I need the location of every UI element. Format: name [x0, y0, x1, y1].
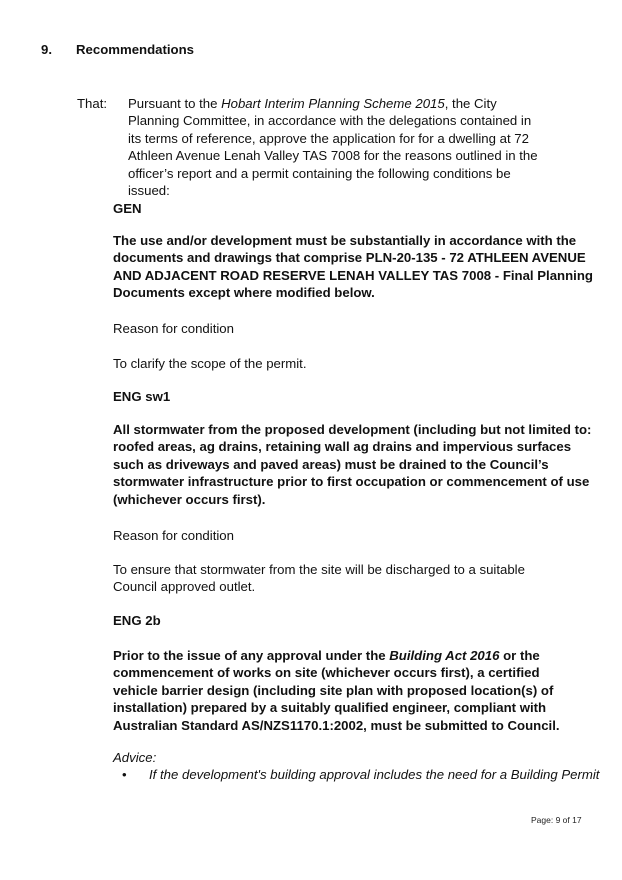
- advice-label: Advice:: [113, 750, 157, 765]
- page-number: Page: 9 of 17: [531, 815, 582, 825]
- reason-label-gen: Reason for condition: [113, 321, 234, 336]
- bullet-icon: •: [122, 767, 127, 782]
- section-title: Recommendations: [76, 42, 194, 57]
- intro-paragraph: [128, 95, 538, 199]
- advice-bullet: If the development's building approval includes the need for a Building Permit: [149, 767, 600, 782]
- condition-text-gen: The use and/or development must be substantially in accordance with the documents and drawings that comprise PLN-20-135 - 72 ATHLEEN AVENUE AND ADJACENT ROAD RESERVE LENAH VALLEY TAS 7008 - Final Planning Documents except where modified below.: [113, 233, 593, 301]
- section-number: 9.: [41, 42, 52, 57]
- planning-scheme-title: Hobart Interim Planning Scheme 2015: [221, 96, 445, 111]
- intro-text-start: Pursuant to the: [128, 96, 222, 111]
- condition-code-eng-2b: ENG 2b: [113, 613, 161, 628]
- that-label: That:: [77, 96, 108, 111]
- intro-text-end: , the City Planning Committee, in accordance with the delegations contained in its terms of reference, approve the application for for a dwelling at 72 Athleen Avenue Lenah Valley TAS 7008 for the reasons outlined in the officer’s report and a permit containing the following conditions be issued:: [128, 96, 538, 199]
- eng-2b-text-end: or the commencement of works on site (whichever occurs first), a certified vehicle barrier design (including site plan with proposed location(s) of installation) prepared by a suitably qualified engineer, compliant with Australian Standard AS/NZS1170.1:2002, must be submitted to Council.: [113, 648, 560, 733]
- building-act-title: Building Act 2016: [389, 648, 500, 663]
- condition-code-eng-sw1: ENG sw1: [113, 389, 171, 404]
- reason-text-eng-sw1: To ensure that stormwater from the site will be discharged to a suitable Council approved outlet.: [113, 562, 525, 595]
- condition-code-gen: GEN: [113, 201, 142, 216]
- condition-text-eng-2b: [113, 647, 583, 734]
- condition-text-eng-sw1: All stormwater from the proposed development (including but not limited to: roofed areas, ag drains, retaining wall ag drains and impervious surfaces such as driveways and paved areas) must be drained to the Council’s stormwater infrastructure prior to first occupation or commencement of use (whichever occurs first).: [113, 422, 592, 507]
- reason-label-eng-sw1: Reason for condition: [113, 528, 234, 543]
- eng-2b-text-start: Prior to the issue of any approval under the: [113, 648, 390, 663]
- reason-text-gen: To clarify the scope of the permit.: [113, 356, 307, 371]
